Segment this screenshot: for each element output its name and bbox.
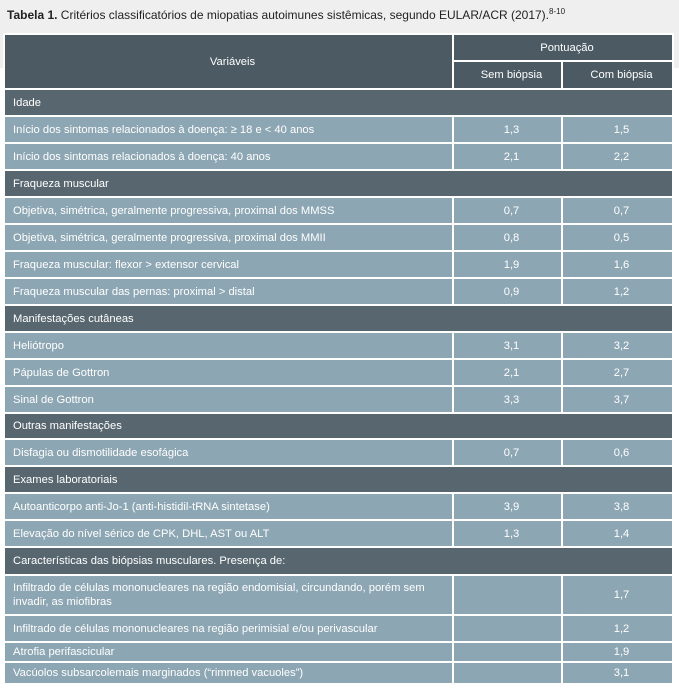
caption-label: Tabela 1. [7,8,58,22]
table-row [4,359,673,386]
score-without-biopsy: 2,1 [453,359,562,386]
header-without-biopsy: Sem biópsia [453,61,562,89]
table-row [4,116,673,143]
score-without-biopsy: 3,9 [453,493,562,520]
score-with-biopsy: 1,2 [562,615,673,642]
criterion-label: Objetiva, simétrica, geralmente progressiva, proximal dos MMSS [4,197,453,224]
table-row [4,197,673,224]
section-row [4,170,673,197]
score-with-biopsy: 2,7 [562,359,673,386]
score-with-biopsy: 1,5 [562,116,673,143]
table-row [4,278,673,305]
table-row [4,224,673,251]
section-title: Características das biópsias musculares. Presença de: [4,547,673,575]
table-row [4,575,673,615]
section-title: Idade [4,89,673,116]
table-row [4,332,673,359]
section-title: Exames laboratoriais [4,466,673,493]
header-variables: Variáveis [4,34,453,89]
header-score: Pontuação [453,34,673,61]
table-row [4,642,673,662]
section-row [4,466,673,493]
criterion-label: Início dos sintomas relacionados à doença: 40 anos [4,143,453,170]
criterion-label: Início dos sintomas relacionados à doença: ≥ 18 e < 40 anos [4,116,453,143]
table-row [4,662,673,684]
criterion-label: Heliótropo [4,332,453,359]
score-with-biopsy: 3,7 [562,386,673,413]
section-title: Manifestações cutâneas [4,305,673,332]
criterion-label: Sinal de Gottron [4,386,453,413]
section-row [4,89,673,116]
score-without-biopsy: 0,7 [453,197,562,224]
table-row [4,386,673,413]
criterion-label: Infiltrado de células mononucleares na região perimisial e/ou perivascular [4,615,453,642]
score-with-biopsy: 0,5 [562,224,673,251]
criterion-label: Fraqueza muscular: flexor > extensor cervical [4,251,453,278]
score-with-biopsy: 1,9 [562,642,673,662]
score-with-biopsy: 1,7 [562,575,673,615]
score-without-biopsy [453,615,562,642]
table-row [4,251,673,278]
score-without-biopsy [453,642,562,662]
criterion-label: Objetiva, simétrica, geralmente progressiva, proximal dos MMII [4,224,453,251]
criterion-label: Infiltrado de células mononucleares na região endomisial, circundando, porém sem invadir, as miofibras [4,575,453,615]
score-without-biopsy: 1,9 [453,251,562,278]
criterion-label: Atrofia perifascicular [4,642,453,662]
section-row [4,305,673,332]
score-without-biopsy: 0,7 [453,439,562,466]
table-row [4,615,673,642]
section-row [4,413,673,439]
score-without-biopsy: 0,8 [453,224,562,251]
score-with-biopsy: 3,8 [562,493,673,520]
score-without-biopsy: 3,3 [453,386,562,413]
score-with-biopsy: 0,6 [562,439,673,466]
score-with-biopsy: 0,7 [562,197,673,224]
score-with-biopsy: 2,2 [562,143,673,170]
section-title: Outras manifestações [4,413,673,439]
score-with-biopsy: 1,4 [562,520,673,547]
table-body [4,89,673,684]
score-with-biopsy: 3,1 [562,662,673,684]
score-without-biopsy: 1,3 [453,520,562,547]
caption-reference: 8-10 [549,7,566,16]
score-without-biopsy: 3,1 [453,332,562,359]
header-with-biopsy: Com biópsia [562,61,673,89]
score-with-biopsy: 3,2 [562,332,673,359]
table-row [4,520,673,547]
table-caption [7,8,565,22]
table-row [4,439,673,466]
criterion-label: Disfagia ou dismotilidade esofágica [4,439,453,466]
table-row [4,143,673,170]
caption-text: Critérios classificatórios de miopatias autoimunes sistêmicas, segundo EULAR/ACR (2017). [57,8,550,22]
criterion-label: Vacúolos subsarcolemais marginados (“rimmed vacuoles”) [4,662,453,684]
score-with-biopsy: 1,6 [562,251,673,278]
score-with-biopsy: 1,2 [562,278,673,305]
score-without-biopsy [453,662,562,684]
criterion-label: Pápulas de Gottron [4,359,453,386]
criteria-table [3,33,674,685]
criterion-label: Autoanticorpo anti-Jo-1 (anti-histidil-tRNA sintetase) [4,493,453,520]
section-title: Fraqueza muscular [4,170,673,197]
score-without-biopsy: 1,3 [453,116,562,143]
criterion-label: Fraqueza muscular das pernas: proximal > distal [4,278,453,305]
score-without-biopsy: 2,1 [453,143,562,170]
score-without-biopsy: 0,9 [453,278,562,305]
score-without-biopsy [453,575,562,615]
table-row [4,493,673,520]
section-row [4,547,673,575]
criterion-label: Elevação do nível sérico de CPK, DHL, AST ou ALT [4,520,453,547]
